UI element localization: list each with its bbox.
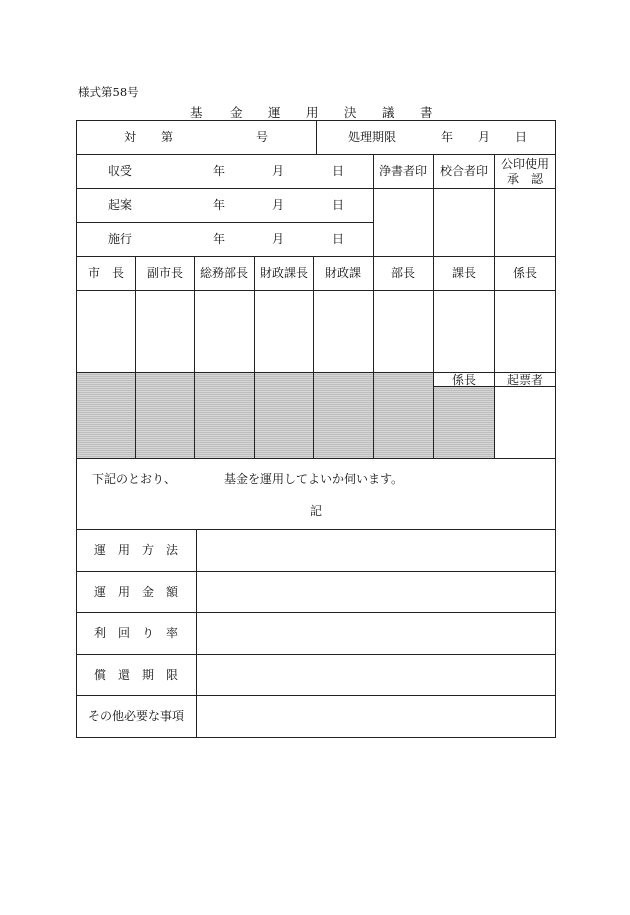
go-label: 号 <box>256 130 269 144</box>
enforced-label: 施行 <box>108 232 133 246</box>
approver-finance-section: 財政課 <box>324 266 362 280</box>
dai-label: 第 <box>161 130 174 144</box>
field-label-amount: 運 用 金 額 <box>93 585 179 599</box>
drafter-label: 起票者 <box>506 373 544 387</box>
drafted-label: 起案 <box>108 198 133 212</box>
document-title <box>76 103 556 119</box>
proofreader-stamp-label: 校合者印 <box>439 164 489 178</box>
month-label: 月 <box>272 198 285 212</box>
clean-copy-stamp-label: 浄書者印 <box>378 164 428 178</box>
field-label-other: その他必要な事項 <box>87 709 185 723</box>
field-label-yield: 利 回 り 率 <box>93 626 179 640</box>
resolution-form <box>76 120 556 738</box>
title-char: 運 <box>268 105 281 120</box>
title-char: 基 <box>190 105 203 120</box>
year-label: 年 <box>213 232 226 246</box>
day-label: 日 <box>515 130 528 144</box>
year-label: 年 <box>213 164 226 178</box>
processing-deadline-label: 処理期限 <box>348 130 397 144</box>
shaded-area <box>433 386 494 458</box>
day-label: 日 <box>332 232 345 246</box>
approver-subsection-chief: 係長 <box>512 266 538 280</box>
title-char: 書 <box>420 105 433 120</box>
received-label: 収受 <box>108 164 133 178</box>
day-label: 日 <box>332 164 345 178</box>
month-label: 月 <box>272 232 285 246</box>
official-seal-label: 公印使用 <box>500 157 550 171</box>
field-label-method: 運 用 方 法 <box>93 543 179 557</box>
title-char: 用 <box>306 105 319 120</box>
approver-finance-section-chief: 財政課長 <box>259 266 309 280</box>
approval-label: 承 認 <box>506 172 544 186</box>
ki-label: 記 <box>310 504 323 518</box>
year-label: 年 <box>213 198 226 212</box>
statement-text-1: 下記のとおり、 <box>92 472 177 486</box>
statement-text-2: 基金を運用してよいか伺います。 <box>224 472 404 486</box>
title-char: 決 <box>344 105 357 120</box>
field-label-redemption: 償 還 期 限 <box>93 668 179 682</box>
title-char: 金 <box>230 105 243 120</box>
tai-label: 対 <box>124 130 137 144</box>
approver-department-head: 部長 <box>390 266 416 280</box>
month-label: 月 <box>272 164 285 178</box>
month-label: 月 <box>478 130 491 144</box>
approver-deputy-mayor: 副市長 <box>146 266 184 280</box>
approver-mayor: 市 長 <box>87 266 125 280</box>
approver-section-head: 課長 <box>451 266 477 280</box>
day-label: 日 <box>332 198 345 212</box>
subsection-chief-label: 係長 <box>451 373 477 387</box>
form-number: 様式第58号 <box>78 85 139 99</box>
approver-general-affairs-director: 総務部長 <box>199 266 249 280</box>
year-label: 年 <box>441 130 454 144</box>
title-char: 議 <box>382 105 395 120</box>
